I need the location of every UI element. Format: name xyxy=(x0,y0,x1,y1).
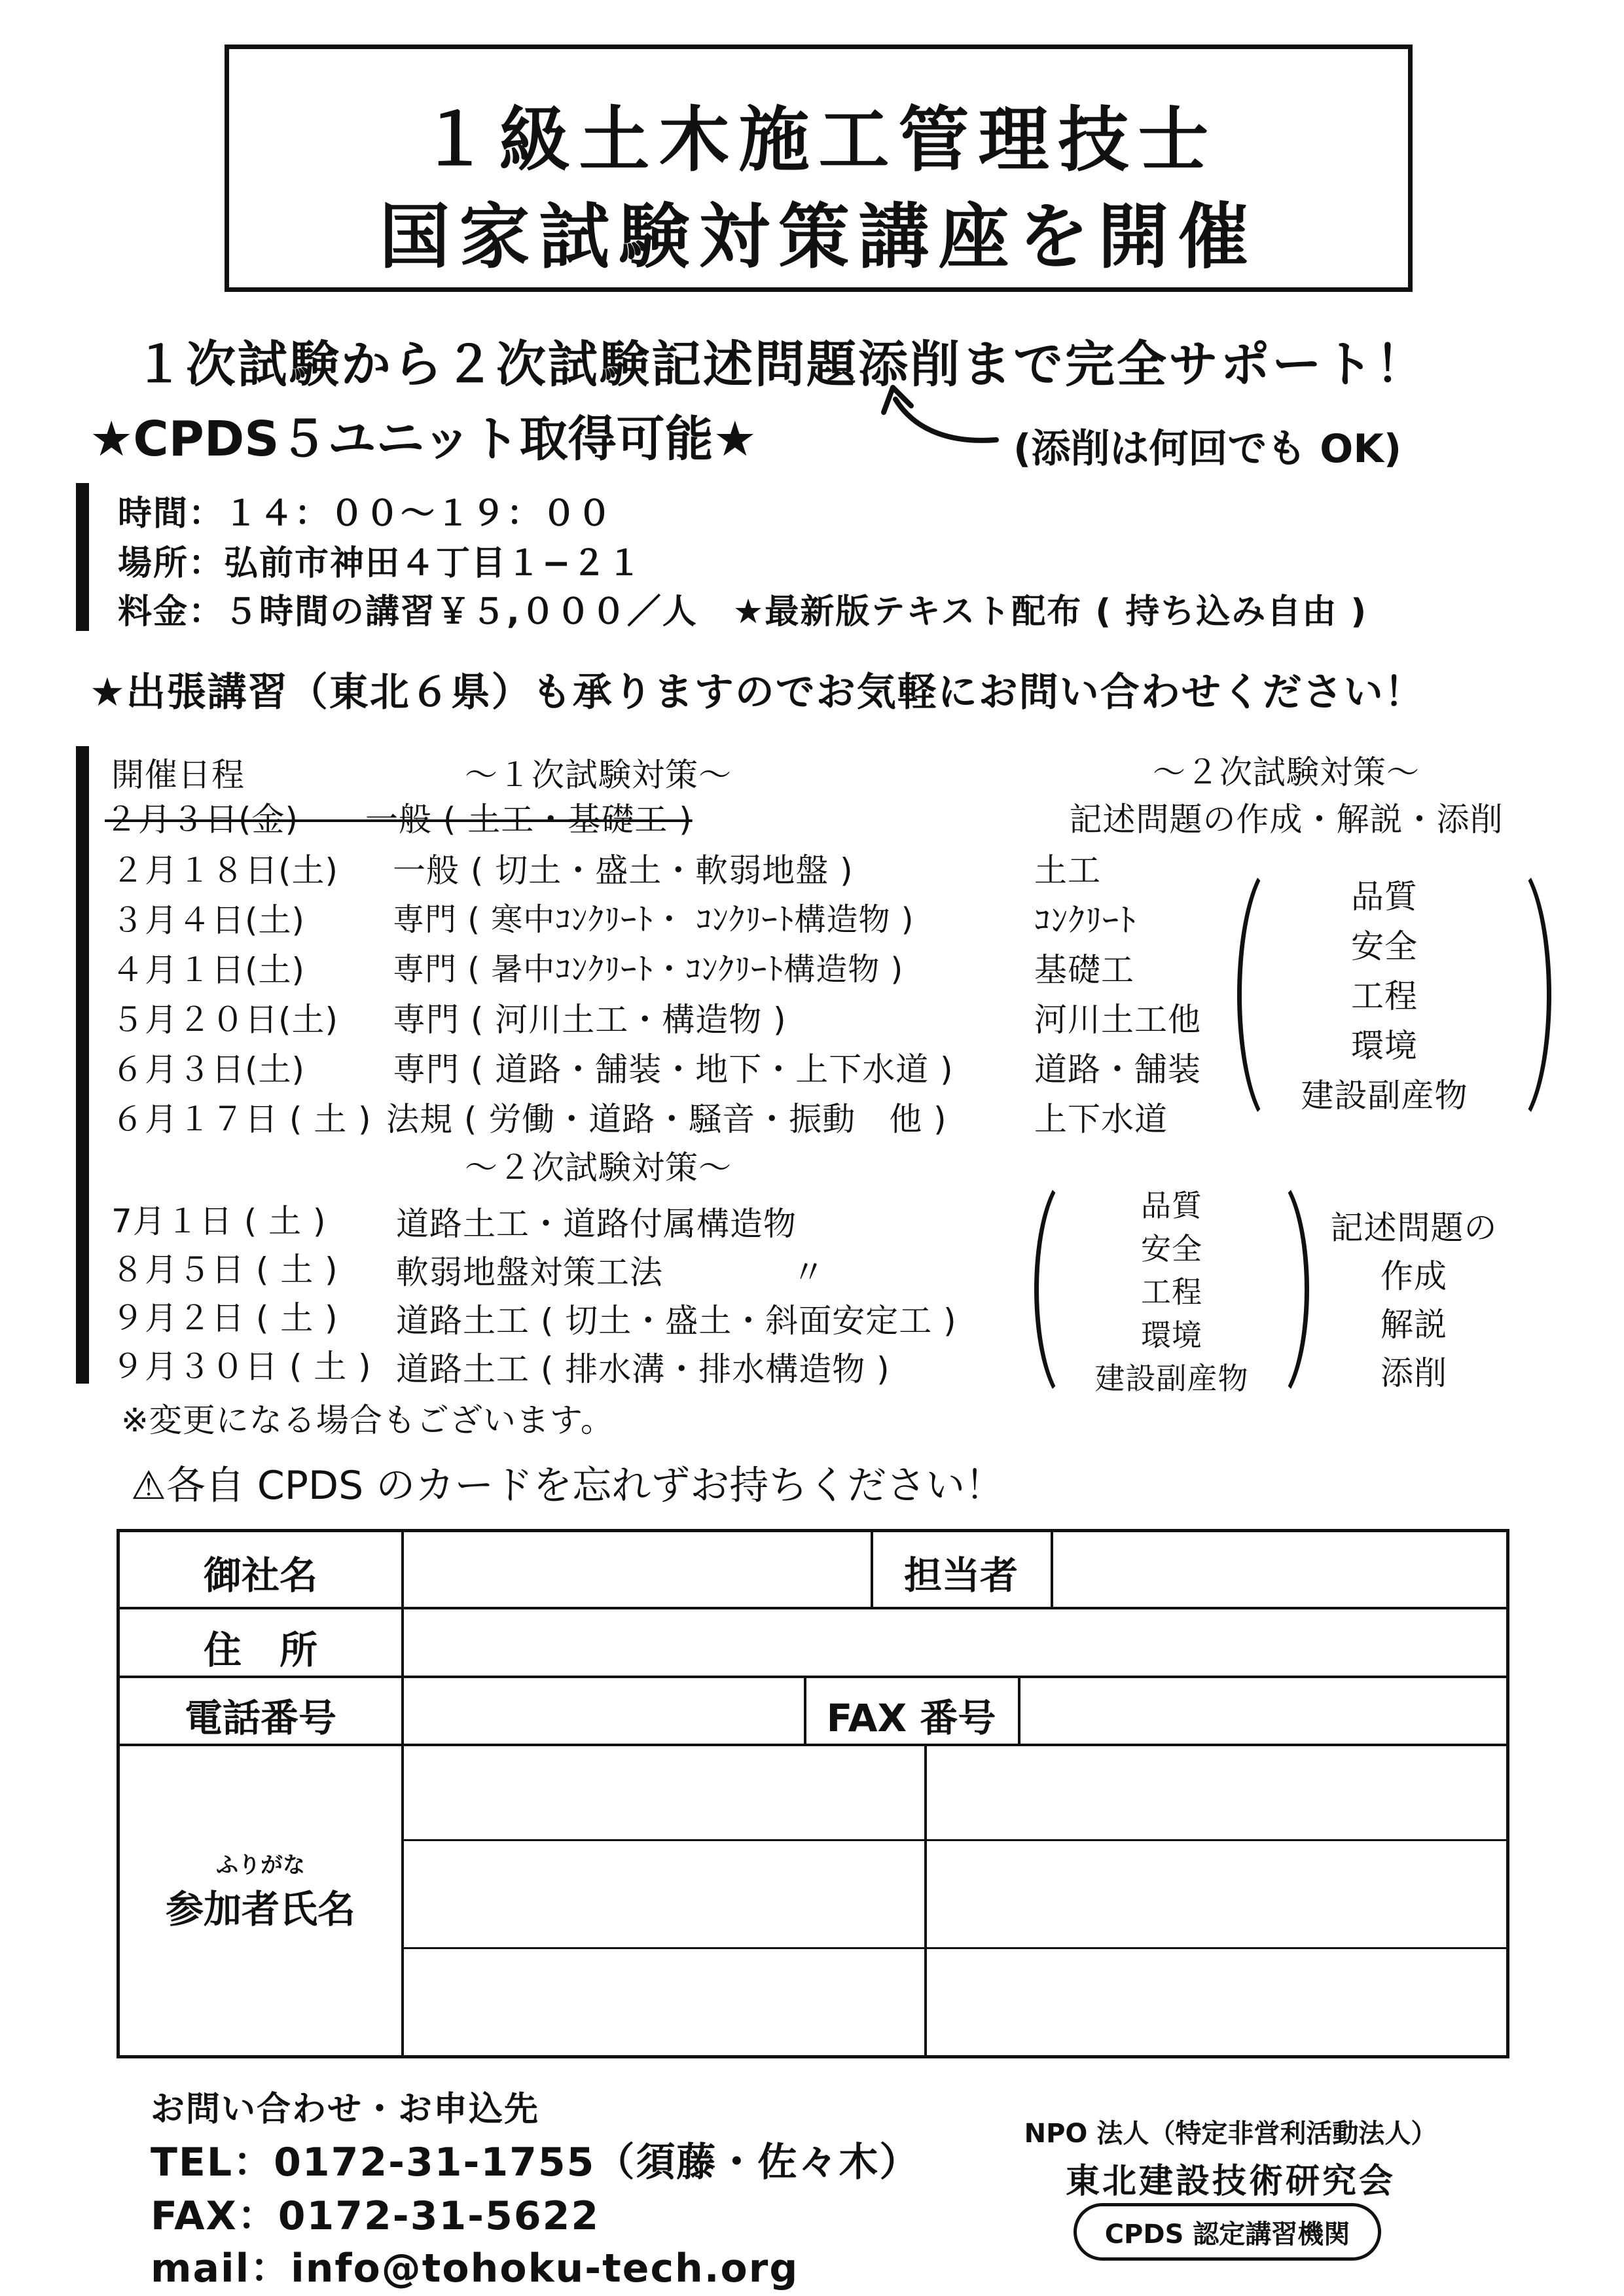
first-row-date: ６月３日(土) xyxy=(111,1050,306,1088)
phone-field[interactable] xyxy=(406,1679,803,1742)
cpds-units-line: ★CPDS５ユニット取得可能★ xyxy=(90,411,757,467)
title-line-1: １級土木施工管理技士 xyxy=(419,99,1218,181)
form-row-line xyxy=(117,1744,1509,1746)
form-divider xyxy=(1018,1676,1020,1746)
form-border-top xyxy=(117,1529,1509,1532)
form-border-bottom xyxy=(117,2055,1509,2058)
address-field[interactable] xyxy=(406,1611,1504,1674)
form-row-line xyxy=(403,1839,1509,1841)
ditto-mark: 〃 xyxy=(792,1253,825,1291)
company-label: 御社名 xyxy=(203,1553,318,1598)
subheading: １次試験から２次試験記述問題添削まで完全サポート！ xyxy=(134,335,1427,393)
first-topic: 品質 xyxy=(1351,878,1418,916)
second-exam-divider: 〜２次試験対策〜 xyxy=(465,1149,732,1187)
second-essay-line: 添削 xyxy=(1380,1354,1447,1392)
second-topic: 工程 xyxy=(1141,1274,1202,1310)
contact-person-label: 担当者 xyxy=(903,1553,1019,1598)
participant-name-field[interactable] xyxy=(406,1843,923,1945)
first-row-essay: 河川土工他 xyxy=(1034,1001,1201,1039)
first-row-essay: 道路・舗装 xyxy=(1034,1050,1201,1088)
contact-heading: お問い合わせ・お申込先 xyxy=(151,2090,540,2129)
org-type: NPO 法人（特定非営利活動法人） xyxy=(1024,2119,1437,2149)
form-row-line xyxy=(117,1676,1509,1678)
second-topic: 環境 xyxy=(1141,1318,1202,1353)
form-divider xyxy=(871,1529,873,1609)
schedule-header-first: 〜１次試験対策〜 xyxy=(465,756,732,794)
form-divider xyxy=(1051,1529,1053,1609)
participant-name-field[interactable] xyxy=(406,1951,923,2053)
first-row-essay: 土工 xyxy=(1034,852,1101,889)
contact-mail[interactable]: mail：info@tohoku-tech.org xyxy=(151,2246,799,2291)
second-row-topic: 道路土工 ( 切土・盛土・斜面安定工 ) xyxy=(396,1302,957,1340)
participant-name-field[interactable] xyxy=(928,1843,1504,1945)
right-paren xyxy=(1466,857,1551,1132)
schedule-header-dates: 開催日程 xyxy=(111,756,245,794)
furigana-label: ふりがな xyxy=(216,1852,305,1878)
form-row-line xyxy=(117,1607,1509,1609)
first-topic: 安全 xyxy=(1351,927,1418,965)
first-row-essay: ｺﾝｸﾘｰﾄ xyxy=(1034,901,1136,939)
first-row-date: ６月１７日 ( 土 ) xyxy=(111,1100,372,1138)
first-row-topic: 専門 ( 道路・舗装・地下・上下水道 ) xyxy=(393,1050,954,1088)
fee-info: 料金：５時間の講習￥５,０００／人 ★最新版テキスト配布 ( 持ち込み自由 ) xyxy=(118,592,1368,632)
first-row-essay: 基礎工 xyxy=(1034,951,1134,989)
title-line-2: 国家試験対策講座を開催 xyxy=(379,196,1258,278)
first-topic: 環境 xyxy=(1351,1027,1418,1065)
business-trip-note: ★出張講習（東北６県）も承りますのでお気軽にお問い合わせください！ xyxy=(90,670,1425,715)
time-info: 時間：１４：００〜１９：００ xyxy=(118,494,613,533)
first-row-date: ２月１８日(土) xyxy=(111,852,339,889)
first-topic: 建設副産物 xyxy=(1301,1077,1468,1115)
second-row-date: ９月２日 ( 土 ) xyxy=(111,1299,338,1337)
address-label: 住 所 xyxy=(203,1628,318,1672)
schedule-header-second-sub: 記述問題の作成・解説・添削 xyxy=(1069,800,1504,838)
second-topic: 品質 xyxy=(1141,1188,1202,1223)
form-divider xyxy=(924,1744,927,2056)
company-field[interactable] xyxy=(406,1533,869,1606)
participant-name-field[interactable] xyxy=(928,1951,1504,2053)
form-divider xyxy=(804,1676,806,1746)
first-topic: 工程 xyxy=(1351,977,1418,1015)
first-row-topic: 専門 ( 暑中ｺﾝｸﾘｰﾄ・ｺﾝｸﾘｰﾄ構造物 ) xyxy=(393,951,904,988)
first-row-topic: 専門 ( 寒中ｺﾝｸﾘｰﾄ・ ｺﾝｸﾘｰﾄ構造物 ) xyxy=(393,901,914,938)
cpds-certification-badge xyxy=(1074,2203,1381,2261)
first-row-date: ４月１日(土) xyxy=(111,951,306,989)
contact-fax: FAX：0172-31-5622 xyxy=(151,2193,600,2239)
org-name: 東北建設技術研究会 xyxy=(1065,2162,1396,2201)
first-row-topic: 一般 ( 切土・盛土・軟弱地盤 ) xyxy=(393,852,854,889)
participants-label: 参加者氏名 xyxy=(165,1887,356,1931)
cpds-card-warning: ⚠各自 CPDS のカードを忘れずお持ちください！ xyxy=(131,1463,1005,1509)
second-row-topic: 道路土工・道路付属構造物 xyxy=(396,1205,797,1243)
second-row-topic: 軟弱地盤対策工法 xyxy=(396,1253,663,1291)
first-row-date: ３月４日(土) xyxy=(111,901,306,939)
change-note: ※変更になる場合もございます。 xyxy=(121,1401,614,1439)
second-topic: 建設副産物 xyxy=(1094,1361,1249,1396)
place-info: 場所：弘前市神田４丁目１−２１ xyxy=(118,544,643,583)
revision-note: (添削は何回でも OK) xyxy=(1013,426,1402,472)
participant-name-field[interactable] xyxy=(406,1748,923,1838)
first-row-topic: 専門 ( 河川土工・構造物 ) xyxy=(393,1001,787,1039)
second-row-date: ８月５日 ( 土 ) xyxy=(111,1251,338,1289)
fax-field[interactable] xyxy=(1022,1679,1504,1742)
first-row-date: ５月２０日(土) xyxy=(111,1001,339,1039)
participant-name-field[interactable] xyxy=(928,1748,1504,1838)
badge-label: CPDS 認定講習機関 xyxy=(1104,2219,1350,2250)
contact-person-field[interactable] xyxy=(1055,1533,1504,1606)
contact-tel: TEL：0172-31-1755（須藤・佐々木） xyxy=(151,2140,920,2185)
form-row-line xyxy=(403,1947,1509,1949)
curved-arrow-icon xyxy=(877,381,1001,453)
first-row-essay: 上下水道 xyxy=(1034,1100,1168,1138)
second-essay-line: 解説 xyxy=(1380,1306,1447,1344)
schedule-header-second: 〜２次試験対策〜 xyxy=(1153,753,1420,791)
second-row-date: ９月３０日 ( 土 ) xyxy=(111,1348,372,1386)
second-row-date: 7月１日 ( 土 ) xyxy=(111,1202,327,1240)
schedule-bar xyxy=(76,746,89,1384)
title-box xyxy=(225,45,1413,292)
phone-label: 電話番号 xyxy=(184,1696,337,1740)
first-row-topic: 法規 ( 労働・道路・騒音・振動 他 ) xyxy=(386,1100,947,1138)
second-essay-line: 記述問題の xyxy=(1330,1209,1498,1247)
second-row-topic: 道路土工 ( 排水溝・排水構造物 ) xyxy=(396,1350,890,1388)
details-bar xyxy=(76,483,89,631)
fax-label: FAX 番号 xyxy=(826,1696,996,1740)
cancelled-session: ２月３日(金) 一般 ( 土工・基礎工 ) xyxy=(105,800,693,838)
second-topic: 安全 xyxy=(1141,1231,1202,1266)
second-essay-line: 作成 xyxy=(1380,1257,1447,1295)
